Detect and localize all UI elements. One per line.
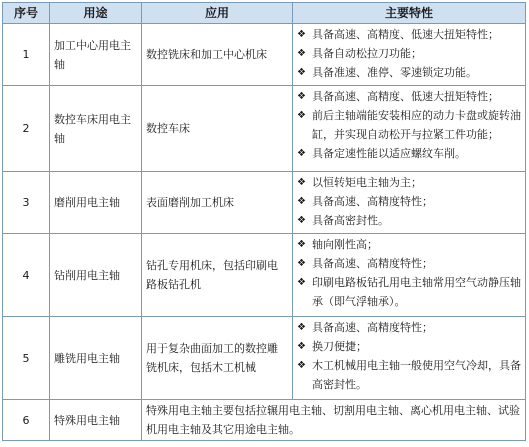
- feature-item: [297, 63, 521, 82]
- table-row: [3, 317, 526, 400]
- feature-item: [297, 254, 521, 273]
- row-application: 钻孔专用机床，包括印刷电路板钻孔机: [142, 234, 293, 317]
- table-row: [3, 172, 526, 234]
- feature-text: 木工机械用电主轴一般使用空气冷却，具备高密封性。: [312, 359, 521, 391]
- bullet-icon: ❖: [297, 91, 306, 102]
- row-no: 3: [3, 172, 50, 234]
- row-application: 表面磨削加工机床: [142, 172, 293, 234]
- feature-item: [297, 235, 521, 254]
- feature-text: 以恒转矩电主轴为主；: [312, 176, 422, 189]
- row-application: 用于复杂曲面加工的数控雕铣机床，包括木工机械: [142, 317, 293, 400]
- feature-text: 具备高密封性。: [312, 214, 389, 227]
- row-application: 数控车床: [142, 86, 293, 172]
- feature-text: 具备高速、高精度特性；: [312, 257, 433, 270]
- feature-text: 换刀便捷；: [312, 340, 367, 353]
- row-application: 数控铣床和加工中心机床: [142, 24, 293, 86]
- feature-item: [297, 44, 521, 63]
- row-no: 1: [3, 24, 50, 86]
- table-row: [3, 234, 526, 317]
- bullet-icon: ❖: [297, 110, 306, 121]
- bullet-icon: ❖: [297, 67, 306, 78]
- feature-text: 印刷电路板钻孔用电主轴常用空气动静压轴承（即气浮轴承）。: [312, 276, 521, 308]
- header-row: [3, 3, 526, 24]
- feature-text: 前后主轴端能安装相应的动力卡盘或旋转油缸，并实现自动松开与拉紧工件功能；: [312, 109, 521, 141]
- feature-item: [297, 337, 521, 356]
- bullet-icon: ❖: [297, 360, 306, 371]
- header-use: 用途: [50, 3, 142, 24]
- row-description: 特殊用电主轴主要包括拉辗用电主轴、切割用电主轴、离心机用电主轴、试验机用电主轴及其它用途电主轴。: [142, 400, 526, 441]
- feature-item: [297, 273, 521, 311]
- row-features: [293, 317, 526, 400]
- feature-item: [297, 106, 521, 144]
- feature-text: 具备高速、高精度特性；: [312, 321, 433, 334]
- row-features: [293, 86, 526, 172]
- row-features: [293, 172, 526, 234]
- bullet-icon: ❖: [297, 258, 306, 269]
- feature-item: [297, 211, 521, 230]
- header-features: 主要特性: [293, 3, 526, 24]
- feature-text: 具备高速、高精度、低速大扭矩特性；: [312, 90, 499, 103]
- table-row: [3, 86, 526, 172]
- table-row: [3, 400, 526, 441]
- feature-text: 具备高速、高精度特性；: [312, 195, 433, 208]
- header-application: 应用: [142, 3, 293, 24]
- feature-item: [297, 356, 521, 394]
- feature-text: 轴向刚性高；: [312, 238, 378, 251]
- bullet-icon: ❖: [297, 196, 306, 207]
- row-features: [293, 234, 526, 317]
- feature-text: 具备高速、高精度、低速大扭矩特性；: [312, 28, 499, 41]
- row-use: 加工中心用电主轴: [50, 24, 142, 86]
- row-no: 6: [3, 400, 50, 441]
- feature-item: [297, 173, 521, 192]
- feature-text: 具备准速、准停、零速锁定功能。: [312, 66, 477, 79]
- bullet-icon: ❖: [297, 322, 306, 333]
- feature-item: [297, 144, 521, 163]
- feature-item: [297, 192, 521, 211]
- row-use: 钻削用电主轴: [50, 234, 142, 317]
- feature-item: [297, 318, 521, 337]
- bullet-icon: ❖: [297, 341, 306, 352]
- row-use: 数控车床用电主轴: [50, 86, 142, 172]
- bullet-icon: ❖: [297, 29, 306, 40]
- bullet-icon: ❖: [297, 239, 306, 250]
- spindle-table: [2, 2, 526, 441]
- row-features: [293, 24, 526, 86]
- row-use: 特殊用电主轴: [50, 400, 142, 441]
- row-use: 磨削用电主轴: [50, 172, 142, 234]
- bullet-icon: ❖: [297, 48, 306, 59]
- feature-item: [297, 25, 521, 44]
- row-no: 5: [3, 317, 50, 400]
- row-no: 4: [3, 234, 50, 317]
- header-no: 序号: [3, 3, 50, 24]
- row-no: 2: [3, 86, 50, 172]
- feature-item: [297, 87, 521, 106]
- bullet-icon: ❖: [297, 148, 306, 159]
- bullet-icon: ❖: [297, 177, 306, 188]
- bullet-icon: ❖: [297, 215, 306, 226]
- feature-text: 具备定速性能以适应螺纹车削。: [312, 147, 466, 160]
- row-use: 雕铣用电主轴: [50, 317, 142, 400]
- bullet-icon: ❖: [297, 277, 306, 288]
- feature-text: 具备自动松拉刀功能；: [312, 47, 422, 60]
- table-row: [3, 24, 526, 86]
